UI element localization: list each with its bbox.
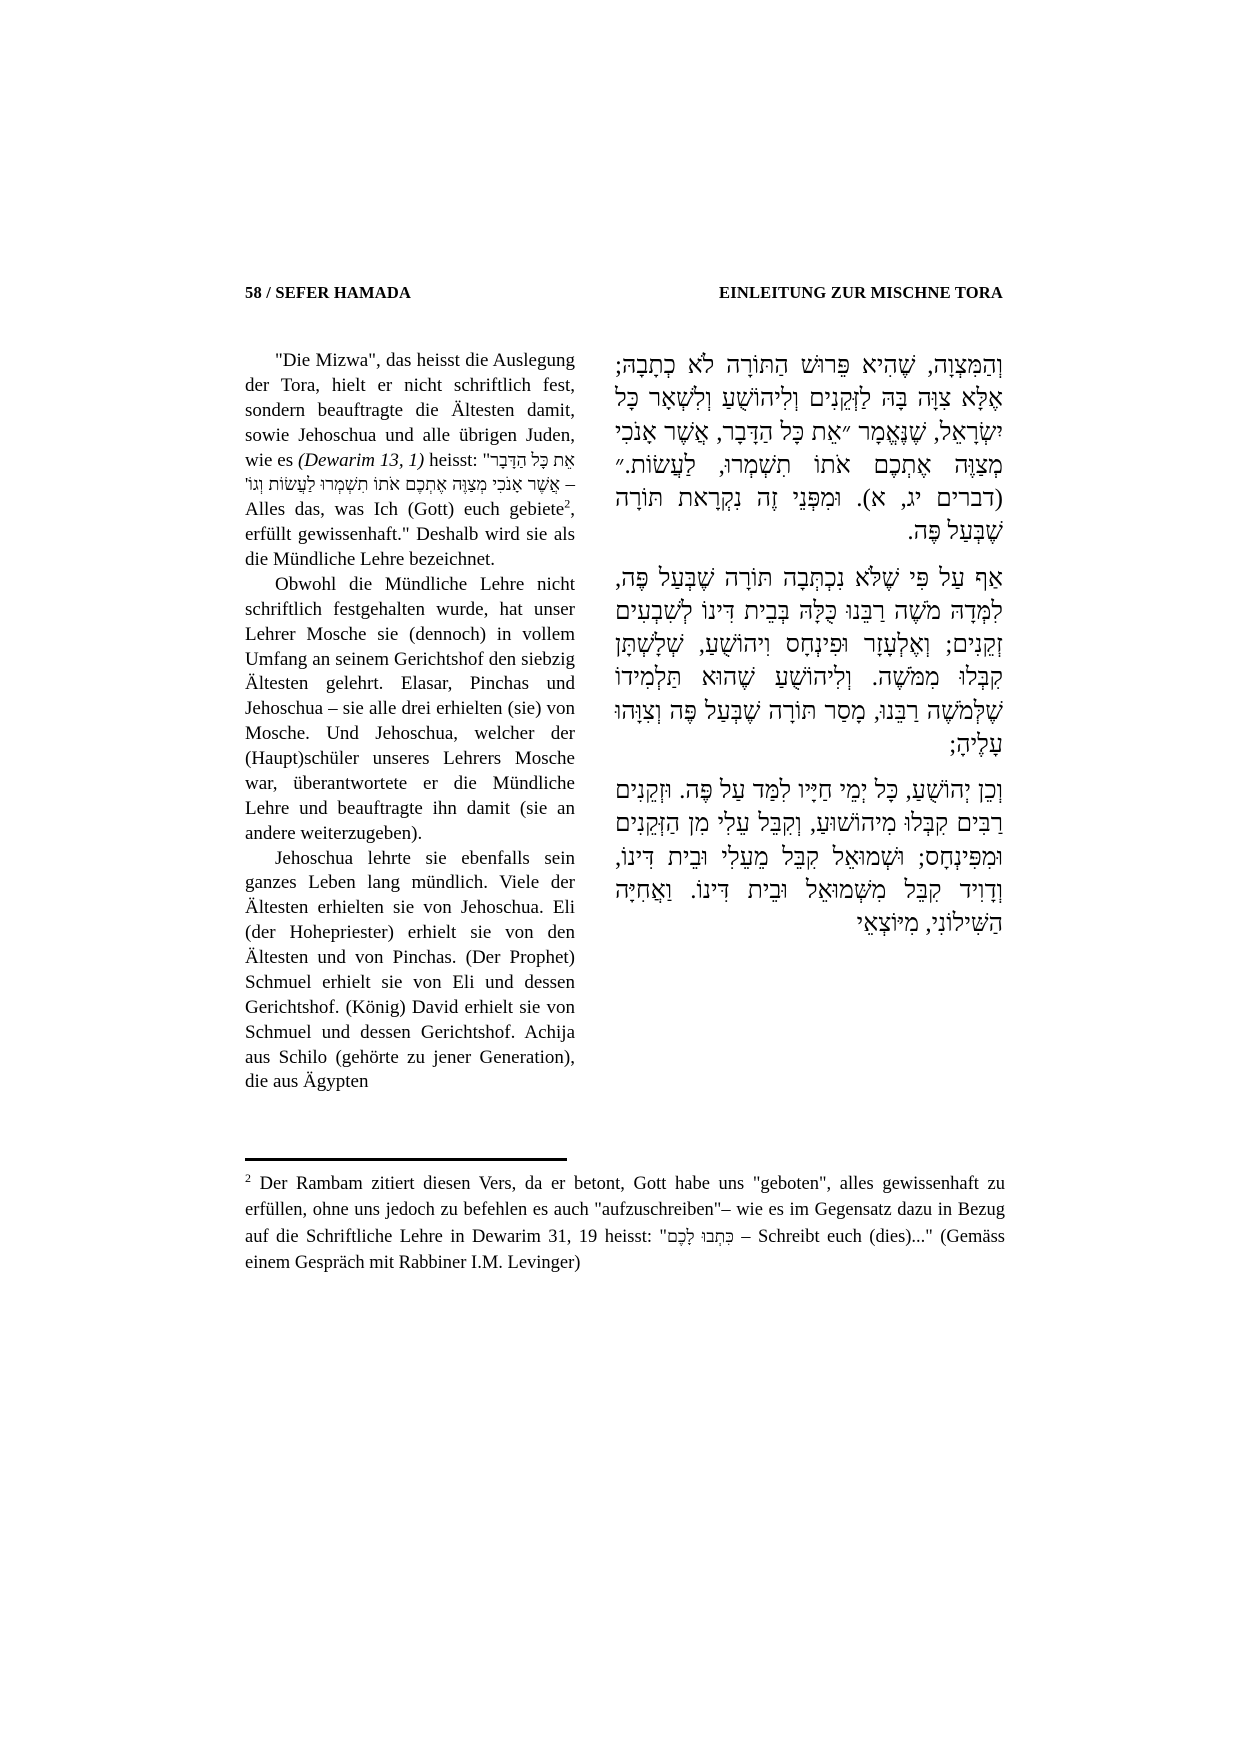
two-column-body [245, 349, 1003, 1095]
paragraph-text: , erfüllt gewissenhaft." Deshalb wird sie als die Mündliche Lehre bezeichnet. [245, 499, 575, 570]
german-translation-column [245, 349, 575, 1095]
running-header [245, 283, 1003, 303]
footnote-reference-marker: 2 [564, 496, 571, 511]
hebrew-paragraph-1: וְהַמִּצְוָה, שֶׁהִיא פֵּרוּשׁ הַתּוֹרָה לֹא כְתָבָהּ; אֶלָּא צִוָּה בָּהּ לַזְּקֵנִים וְלִיהוֹשֻׁעַ וְלִשְׁאָר כָּל יִשְׂרָאֵל, שֶׁנֶּאֱמָר ״אֵת כָּל הַדָּבָר, אֲשֶׁר אָנֹכִי מְצַוֶּה אֶתְכֶם אֹתוֹ תִשְׁמְרוּ, לַעֲשׂוֹת.״ (דברים יג, א). וּמִפְּנֵי זֶה נִקְרָאת תּוֹרָה שֶׁבְּעַל פֶּה. [615, 352, 1003, 546]
footnote [245, 1171, 1005, 1276]
footnote-text: Der Rambam zitiert diesen Vers, da er betont, Gott habe uns "geboten", alles gewissenhaft zu erfüllen, ohne uns jedoch zu befehlen es auch "aufzuschreiben"– wie es im Gegensatz dazu in Bezug auf die Schriftliche Lehre in Dewarim 31, 19 heisst: " [245, 1174, 1005, 1247]
header-page-number: 58 / SEFER HAMADA [245, 283, 412, 302]
verse-reference: (Dewarim 13, 1) [297, 449, 425, 471]
header-chapter-title: EINLEITUNG ZUR MISCHNE TORA [719, 283, 1003, 302]
paragraph-text: – Alles das, was Ich (Gott) euch gebiete [245, 474, 576, 521]
paragraph-text: heisst: " [424, 449, 491, 471]
inline-hebrew-quote: אֵת כָּל הַדָּבָר אֲשֶׁר אָנֹכִי מְצַוֶּה אֶתְכֶם אֹתוֹ תִשְׁמְרוּ לַעֲשׂוֹת וְגוֹ' [245, 449, 575, 495]
footnote-area [245, 1158, 1005, 1276]
footnote-number: 2 [245, 1170, 251, 1185]
german-paragraph-2: Obwohl die Mündliche Lehre nicht schriftlich festgehalten wurde, hat unser Lehrer Mosche sie (dennoch) in vollem Umfang an seinem Gerichtshof den siebzig Ältesten gelehrt. Elasar, Pinchas und Jehoschua – sie alle drei erhielten (sie) von Mosche. Und Jehoschua, welcher der (Haupt)schüler unseres Lehrers Mosche war, überantwortete er die Mündliche Lehre und beauftragte ihn damit (sie an andere weiterzugeben). [245, 573, 575, 844]
hebrew-paragraph-3: וְכֵן יְהוֹשֻׁעַ, כָּל יְמֵי חַיָּיו לִמַּד עַל פֶּה. וּזְקֵנִים רַבִּים קִבְּלוּ מִיהוֹשׁוּעַ, וְקִבֵּל עֵלִי מִן הַזְּקֵנִים וּמִפִּינְחָס; וּשְׁמוּאֵל קִבֵּל מֵעֵלִי וּבֵית דִּינוֹ, וְדָוִיד קִבֵּל מִשְּׁמוּאֵל וּבֵית דִּינוֹ. וַאֲחִיָּה הַשִּׁילוֹנִי, מִיּוֹצְאֵי [615, 777, 1003, 937]
inline-hebrew-quote: כִּתְבוּ לָכֶם [666, 1225, 734, 1246]
hebrew-source-column [615, 349, 1003, 953]
german-paragraph-1 [245, 349, 575, 573]
german-paragraph-3: Jehoschua lehrte sie ebenfalls sein ganzes Leben lang mündlich. Viele der Ältesten erhielten sie von Jehoschua. Eli (der Hohepriester) erhielt sie von den Ältesten und von Pinchas. (Der Prophet) Schmuel erhielt sie von Eli und dessen Gerichtshof. (König) David erhielt sie von Schmuel und dessen Gerichtshof. Achija aus Schilo (gehörte zu jener Generation), die aus Ägypten [245, 847, 575, 1093]
paragraph-text: "Die Mizwa", das heisst die Auslegung der Tora, hielt er nicht schriftlich fest, sondern beauftragte die Ältesten damit, sowie Jehoschua und alle übrigen Juden, wie es [245, 350, 575, 471]
footnote-separator-rule [245, 1158, 567, 1161]
footnote-text: – Schreibt euch (dies)..." (Gemäss einem Gespräch mit Rabbiner I.M. Levinger) [245, 1226, 1005, 1273]
book-page [245, 283, 1003, 1095]
hebrew-paragraph-2: אַף עַל פִּי שֶׁלֹּא נִכְתְּבָה תּוֹרָה שֶׁבְּעַל פֶּה, לִמְּדָהּ מֹשֶׁה רַבֵּנוּ כֻּלָּהּ בְּבֵית דִּינוֹ לְשִׁבְעִים זְקֵנִים; וְאֶלְעָזָר וּפִינְחָס וִיהוֹשֻׁעַ, שְׁלָשְׁתָּן קִבְּלוּ מִמֹּשֶׁה. וְלִיהוֹשֻׁעַ שֶׁהוּא תַּלְמִידוֹ שֶׁלְּמֹשֶׁה רַבֵּנוּ, מָסַר תּוֹרָה שֶׁבְּעַל פֶּה וְצִוָּהוּ עָלֶיהָ; [615, 564, 1003, 758]
